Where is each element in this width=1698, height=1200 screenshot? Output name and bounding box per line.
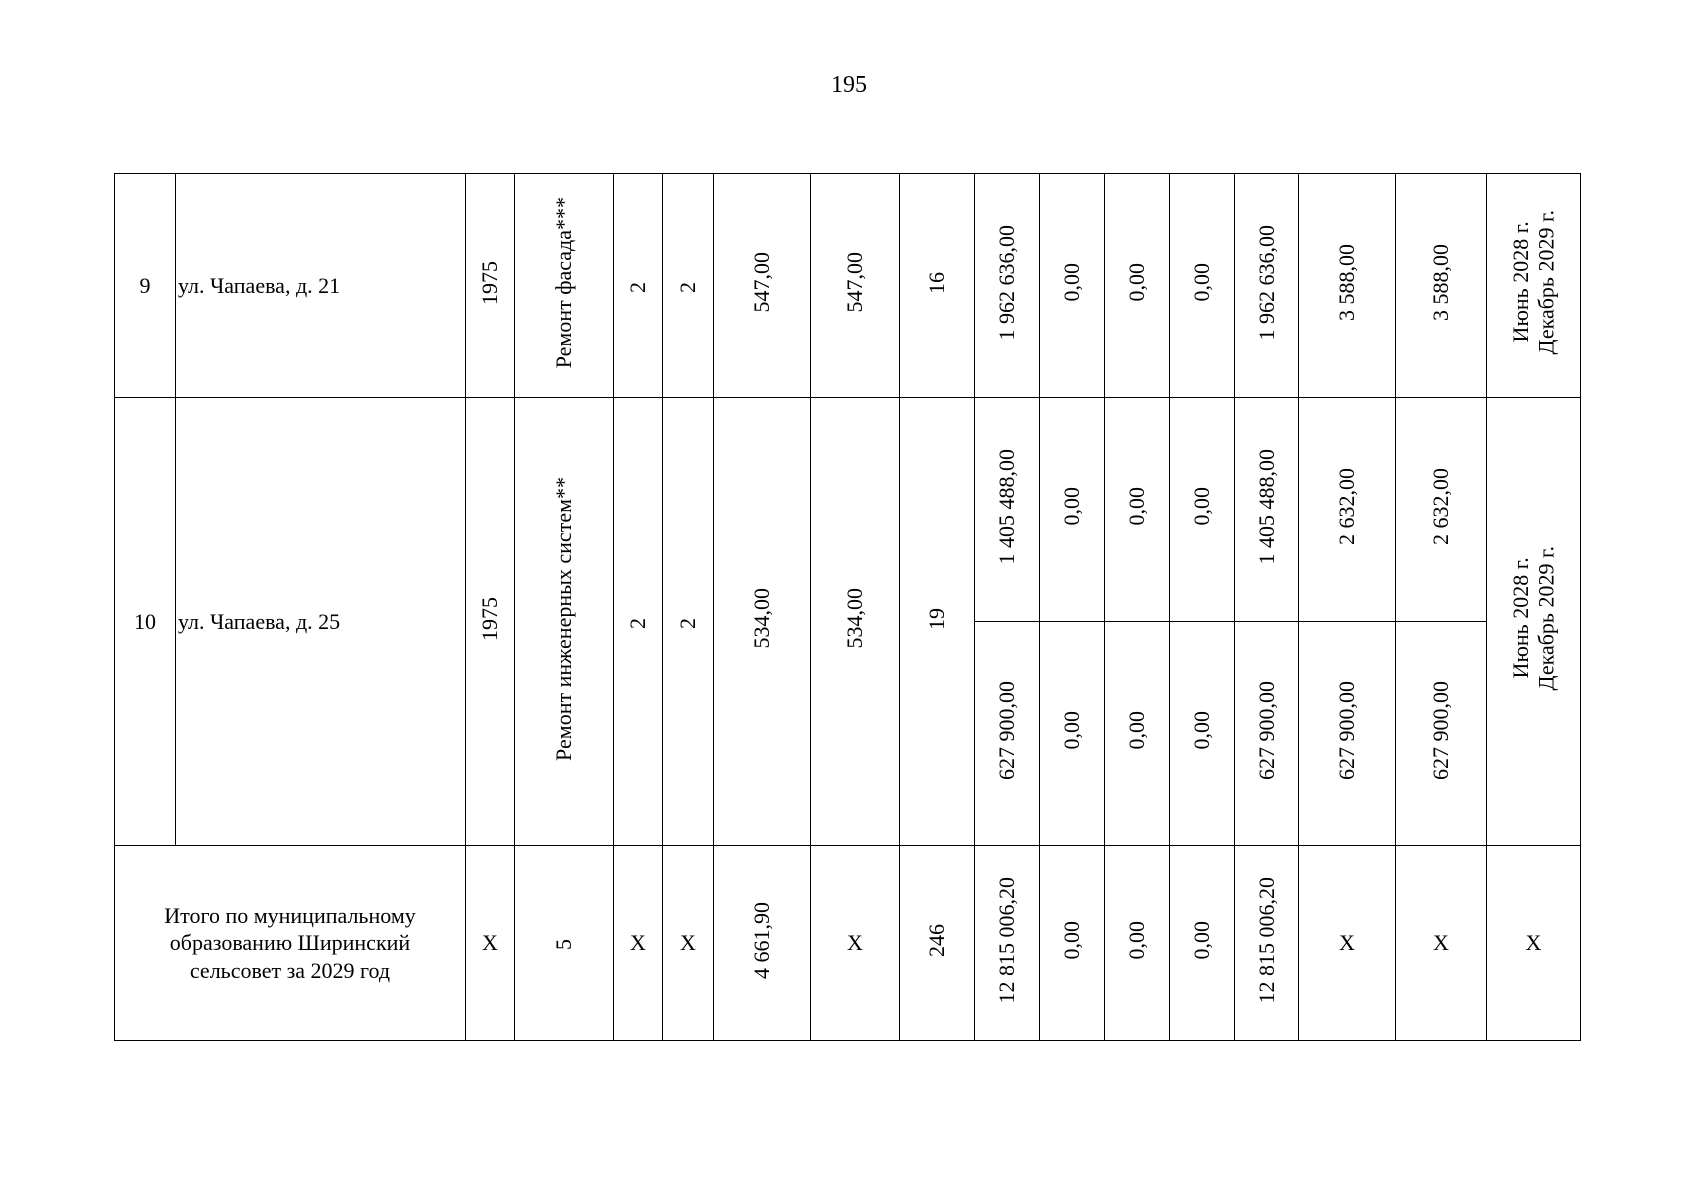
cost-b-cell: 0,00 [1105, 174, 1170, 398]
floors-cell: 2 [614, 174, 663, 398]
unit-cost-limit-cell: 2 632,00 [1396, 398, 1487, 622]
total-cost-c-cell: 0,00 [1170, 846, 1235, 1041]
repair-program-table [114, 173, 1581, 1041]
residents-cell: 16 [900, 174, 975, 398]
total-cost-a-cell: 0,00 [1040, 846, 1105, 1041]
total-floors-cell: X [614, 846, 663, 1041]
total-cost-owners-cell: 12 815 006,20 [1235, 846, 1299, 1041]
total-area-cell: 4 661,90 [714, 846, 811, 1041]
unit-cost-cell: 3 588,00 [1299, 174, 1396, 398]
total-label: Итого по муниципальному образованию Ширинский сельсовет за 2029 год [115, 846, 466, 1041]
total-year-cell: X [466, 846, 515, 1041]
table-row [115, 174, 1581, 398]
entrances-cell: 2 [663, 174, 714, 398]
page-number: 195 [831, 72, 867, 98]
unit-cost-cell: 2 632,00 [1299, 398, 1396, 622]
total-unit-cost-limit-cell: X [1396, 846, 1487, 1041]
total-entrances-cell: X [663, 846, 714, 1041]
table-row [115, 398, 1581, 622]
cost-owners-cell: 627 900,00 [1235, 622, 1299, 846]
area-total-cell: 534,00 [714, 398, 811, 846]
period-cell: Июнь 2028 г. Декабрь 2029 г. [1487, 398, 1581, 846]
area-living-cell: 534,00 [811, 398, 900, 846]
floors-cell: 2 [614, 398, 663, 846]
cost-c-cell: 0,00 [1170, 398, 1235, 622]
area-total-cell: 547,00 [714, 174, 811, 398]
cost-a-cell: 0,00 [1040, 398, 1105, 622]
row-number: 10 [115, 398, 176, 846]
cost-a-cell: 0,00 [1040, 622, 1105, 846]
cost-c-cell: 0,00 [1170, 174, 1235, 398]
cost-c-cell: 0,00 [1170, 622, 1235, 846]
cost-total-cell: 627 900,00 [975, 622, 1040, 846]
total-row [115, 846, 1581, 1041]
cost-b-cell: 0,00 [1105, 622, 1170, 846]
area-living-cell: 547,00 [811, 174, 900, 398]
cost-total-cell: 1 962 636,00 [975, 174, 1040, 398]
cost-total-cell: 1 405 488,00 [975, 398, 1040, 622]
cost-owners-cell: 1 962 636,00 [1235, 174, 1299, 398]
residents-cell: 19 [900, 398, 975, 846]
cost-b-cell: 0,00 [1105, 398, 1170, 622]
year-cell: 1975 [466, 398, 515, 846]
work-type-cell: Ремонт фасада*** [515, 174, 614, 398]
total-residents-cell: 246 [900, 846, 975, 1041]
entrances-cell: 2 [663, 398, 714, 846]
unit-cost-limit-cell: 3 588,00 [1396, 174, 1487, 398]
total-period-cell: X [1487, 846, 1581, 1041]
address-cell: ул. Чапаева, д. 21 [176, 174, 466, 398]
address-cell: ул. Чапаева, д. 25 [176, 398, 466, 846]
total-cost-b-cell: 0,00 [1105, 846, 1170, 1041]
cost-a-cell: 0,00 [1040, 174, 1105, 398]
unit-cost-cell: 627 900,00 [1299, 622, 1396, 846]
total-work-count-cell: 5 [515, 846, 614, 1041]
total-cost-cell: 12 815 006,20 [975, 846, 1040, 1041]
unit-cost-limit-cell: 627 900,00 [1396, 622, 1487, 846]
cost-owners-cell: 1 405 488,00 [1235, 398, 1299, 622]
work-type-cell: Ремонт инженерных систем** [515, 398, 614, 846]
row-number: 9 [115, 174, 176, 398]
period-cell: Июнь 2028 г. Декабрь 2029 г. [1487, 174, 1581, 398]
total-unit-cost-cell: X [1299, 846, 1396, 1041]
total-area-living-cell: X [811, 846, 900, 1041]
year-cell: 1975 [466, 174, 515, 398]
